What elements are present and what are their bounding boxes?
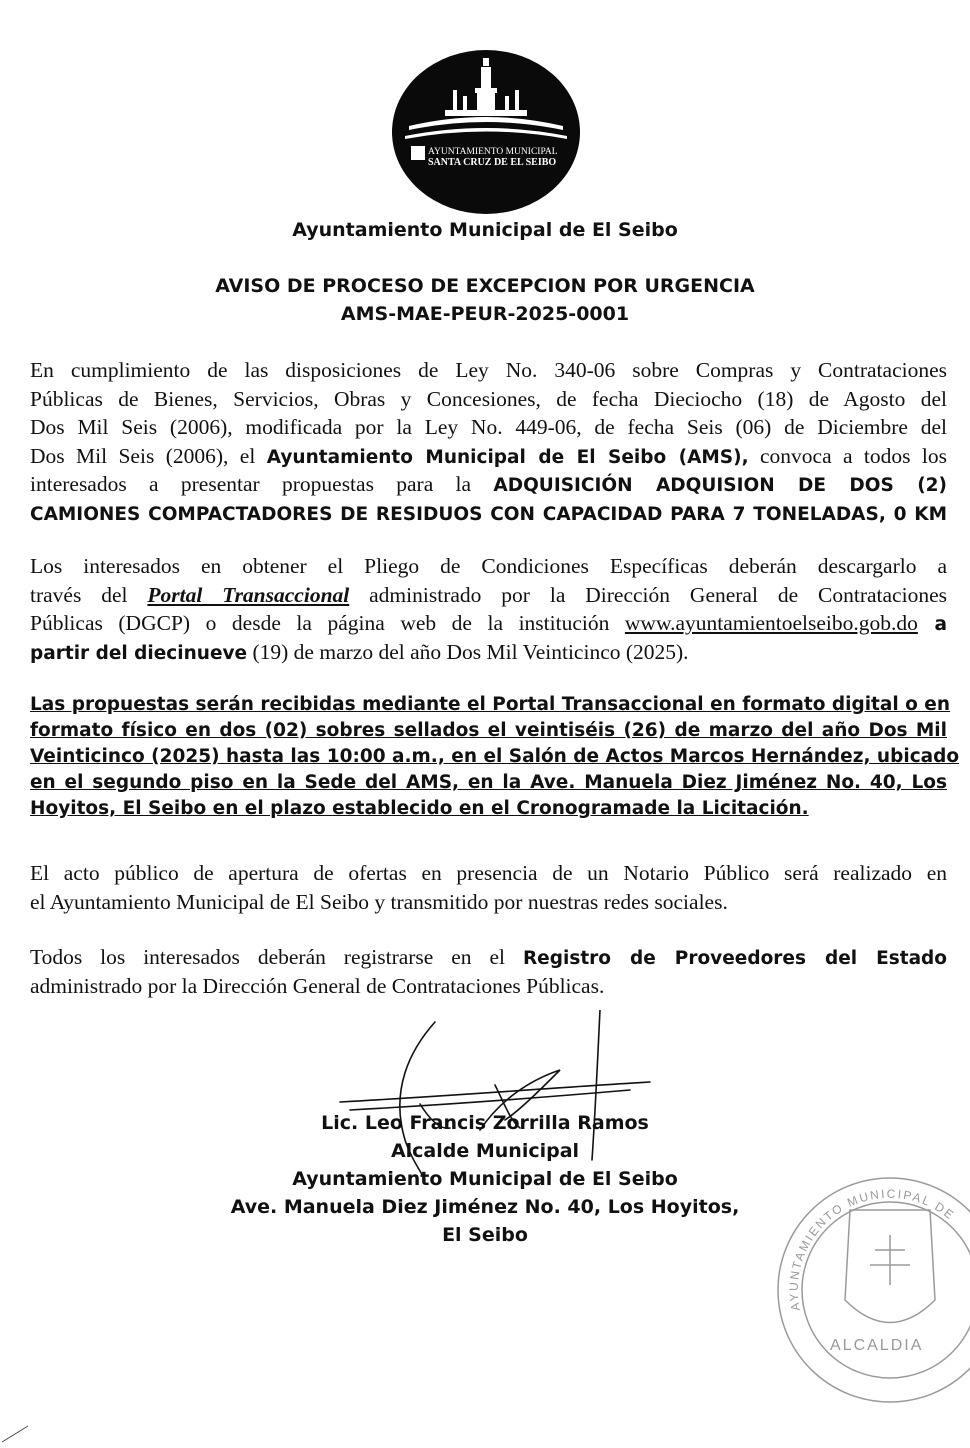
notice-title: AVISO DE PROCESO DE EXCEPCION POR URGENCIA: [215, 275, 755, 297]
corner-pen-mark: [0, 1420, 30, 1445]
svg-text:ALCALDIA: ALCALDIA: [830, 1337, 924, 1354]
svg-text:SANTA CRUZ DE EL SEIBO: SANTA CRUZ DE EL SEIBO: [428, 157, 557, 168]
paragraph-download: Los interesados en obtener el Pliego de Condiciones Específicas deberán descargarlo a través del Portal Transaccional administrado por la Dirección General de Contrataciones Públicas (DGCP) o desde la página web de la institución www.ayuntamientoelseibo.gob.do a partir del diecinueve (19) de marzo del año Dos Mil Veinticinco (2025).: [30, 554, 947, 664]
org-heading: Ayuntamiento Municipal de El Seibo: [292, 219, 678, 241]
website-link[interactable]: www.ayuntamientoelseibo.gob.do: [624, 611, 918, 635]
notice-code: AMS-MAE-PEUR-2025-0001: [340, 303, 630, 325]
portal-link[interactable]: Portal Transaccional: [147, 582, 350, 607]
paragraph-opening: El acto público de apertura de ofertas en presencia de un Notario Público será realizado en el Ayuntamiento Municipal de El Seibo y transmitido por nuestras redes sociales.: [30, 861, 947, 914]
official-stamp: [770, 1170, 970, 1430]
handwritten-signature: [330, 1010, 660, 1210]
signer-role: Alcalde Municipal: [390, 1140, 580, 1162]
municipal-logo: [391, 50, 581, 215]
paragraph-legal-basis: En cumplimiento de las disposiciones de Ley No. 340-06 sobre Compras y Contrataciones Públicas de Bienes, Servicios, Obras y Concesiones, de fecha Dieciocho (18) de Agosto del Dos Mil Seis (2006), modificada por la Ley No. 449-06, de fecha Seis (06) de Diciembre del Dos Mil Seis (2006), el Ayuntamiento Municipal de El Seibo (AMS), convoca a todos los interesados a presentar propuestas para la ADQUISICIÓN ADQUISION DE DOS (2) CAMIONES COMPACTADORES DE RESIDUOS CON CAPACIDAD PARA 7 TONELADAS, 0 KM: [30, 358, 947, 525]
signer-name: Lic. Leo Francis Zorrilla Ramos: [321, 1112, 649, 1134]
svg-text:AYUNTAMIENTO MUNICIPAL: AYUNTAMIENTO MUNICIPAL: [428, 147, 558, 157]
signer-city: El Seibo: [442, 1224, 528, 1246]
svg-text:AYUNTAMIENTO MUNICIPAL DE: AYUNTAMIENTO MUNICIPAL DE: [786, 1186, 958, 1312]
small-emblem-icon: [411, 146, 425, 160]
signer-address: Ave. Manuela Diez Jiménez No. 40, Los Hoyitos,: [230, 1196, 740, 1218]
paragraph-submission: Las propuestas serán recibidas mediante el Portal Transaccional en formato digital o en formato físico en dos (02) sobres sellados el veintiséis (26) de marzo del año Dos Mil Veinticinco (2025) hasta las 10:00 a.m., en el Salón de Actos Marcos Hernández, ubicado en el segundo piso en la Sede del AMS, en la Ave. Manuela Diez Jiménez No. 40, Los Hoyitos, El Seibo en el plazo establecido en el Cronogramade la Licitación.: [30, 694, 960, 819]
paragraph-registration: Todos los interesados deberán registrarse en el Registro de Proveedores del Estado administrado por la Dirección General de Contrataciones Públicas.: [30, 945, 947, 998]
signer-org: Ayuntamiento Municipal de El Seibo: [292, 1168, 678, 1190]
